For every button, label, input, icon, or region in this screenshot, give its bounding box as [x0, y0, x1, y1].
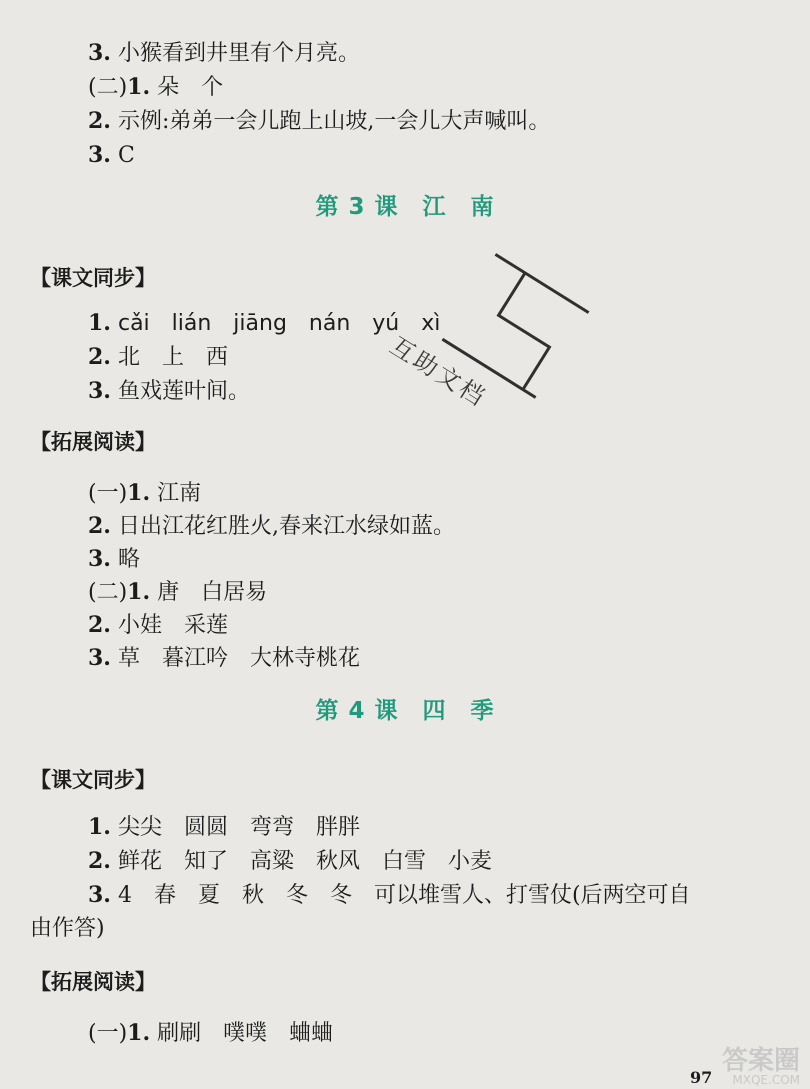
answer-line — [88, 342, 228, 373]
answer-text: 小猴看到井里有个月亮。 — [117, 41, 360, 66]
answer-line — [88, 643, 360, 674]
lesson-4-title: 第 4 课 四 季 — [315, 698, 495, 724]
item-number: 3. — [88, 546, 111, 572]
answer-text: 示例:弟弟一会儿跑上山坡,一会儿大声喊叫。 — [117, 109, 551, 134]
item-number: 2. — [88, 612, 111, 638]
item-number: 3. — [88, 142, 111, 168]
item-number: 3. — [88, 378, 111, 404]
answer-text: 鲜花 知了 高粱 秋风 白雪 小麦 — [117, 849, 492, 874]
item-number: 3. — [88, 882, 111, 908]
answer-text: 鱼戏莲叶间。 — [117, 379, 250, 404]
answer-text: 刷刷 噗噗 蛐蛐 — [157, 1021, 334, 1046]
watermark — [349, 214, 611, 476]
item-number: 1. — [88, 814, 111, 840]
answer-line — [88, 880, 691, 911]
item-number: 2. — [88, 344, 111, 370]
answer-line-continued — [30, 914, 105, 944]
answer-text: 小娃 采莲 — [117, 613, 228, 638]
answer-text: 唐 白居易 — [157, 580, 268, 605]
item-number: 1. — [88, 310, 111, 336]
item-number: 3. — [88, 645, 111, 671]
watermark-brand: 互助文档 — [385, 331, 492, 413]
answer-text: 尖尖 圆圆 弯弯 胖胖 — [117, 815, 360, 840]
group-marker: (一) — [88, 1021, 128, 1046]
item-number: 3. — [88, 40, 111, 66]
item-number: 1. — [127, 74, 151, 100]
site-url: MXQE.COM — [732, 1073, 800, 1087]
answer-line — [88, 1018, 333, 1049]
answer-text: 北 上 西 — [117, 345, 228, 370]
answer-line — [88, 846, 492, 877]
answer-line — [88, 140, 135, 171]
section-heading: 【课文同步】 — [30, 266, 156, 290]
section-heading: 【课文同步】 — [30, 768, 156, 792]
section-heading: 【拓展阅读】 — [30, 970, 156, 994]
answer-line — [88, 577, 267, 608]
hu-logo-icon — [386, 214, 611, 416]
answer-text: 朵 个 — [157, 75, 224, 100]
answer-line — [88, 544, 140, 575]
answer-text: 江南 — [157, 481, 202, 506]
answer-text: 草 暮江吟 大林寺桃花 — [117, 646, 360, 671]
group-marker: (二) — [88, 75, 128, 100]
page-number: 97 — [690, 1068, 713, 1087]
lesson-3-title: 第 3 课 江 南 — [315, 194, 495, 220]
answer-text: C — [117, 143, 135, 168]
answer-line — [88, 106, 550, 137]
item-number: 1. — [127, 1020, 151, 1046]
item-number: 1. — [127, 480, 151, 506]
group-marker: (一) — [88, 481, 128, 506]
answer-line — [88, 610, 228, 641]
site-logo: 答案圈 — [721, 1046, 800, 1076]
answer-text: 4 春 夏 秋 冬 冬 可以堆雪人、打雪仗(后两空可自 — [117, 883, 691, 908]
answer-text: 略 — [117, 547, 140, 572]
answer-line — [88, 511, 455, 542]
answer-line — [88, 38, 360, 69]
group-marker: (二) — [88, 580, 128, 605]
item-number: 2. — [88, 108, 111, 134]
section-heading: 【拓展阅读】 — [30, 430, 156, 454]
answer-text: 由作答) — [30, 916, 105, 941]
item-number: 2. — [88, 513, 111, 539]
answer-line — [88, 376, 250, 407]
pinyin-text: cǎi lián jiāng nán yú xì — [117, 311, 441, 336]
answer-text: 日出江花红胜火,春来江水绿如蓝。 — [117, 514, 455, 539]
answer-line — [88, 812, 360, 843]
item-number: 1. — [127, 579, 151, 605]
answer-line — [88, 72, 223, 103]
item-number: 2. — [88, 848, 111, 874]
answer-line — [88, 478, 201, 509]
